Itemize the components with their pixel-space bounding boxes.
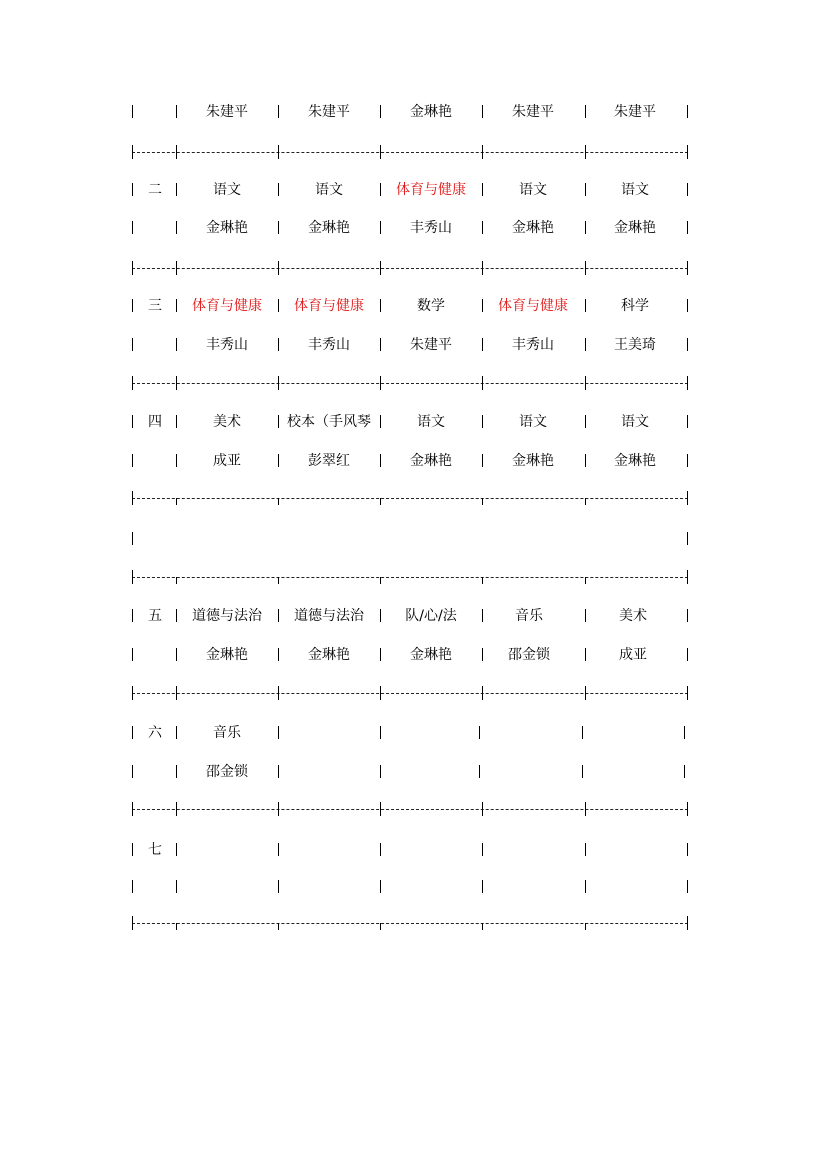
row-separator: [132, 376, 688, 390]
separator-tick: [380, 577, 381, 584]
table-border: [132, 183, 133, 196]
table-border: [278, 880, 279, 893]
table-border: [176, 299, 177, 312]
table-border: [278, 299, 279, 312]
table-border: [687, 183, 688, 196]
separator-tick: [380, 802, 381, 816]
day-cell: [136, 102, 174, 122]
separator-tick: [585, 923, 586, 930]
separator-tick: [482, 686, 483, 700]
subject-cell: [280, 723, 378, 743]
table-border: [278, 609, 279, 622]
teacher-cell: [280, 877, 378, 897]
separator-tick: [585, 261, 586, 275]
table-border: [176, 105, 177, 118]
separator-tick: [687, 686, 688, 700]
table-border: [176, 221, 177, 234]
separator-tick: [687, 376, 688, 390]
teacher-cell: [382, 877, 480, 897]
subject-cell: 音乐: [515, 608, 543, 624]
table-border: [132, 105, 133, 118]
subject-cell: [484, 840, 582, 860]
table-row: [0, 335, 827, 355]
table-border: [585, 454, 586, 467]
teacher-cell: 金琳艳: [410, 104, 452, 120]
separator-tick: [585, 802, 586, 816]
table-border: [585, 105, 586, 118]
subject-cell: 道德与法治: [294, 608, 364, 624]
separator-line: [132, 383, 688, 384]
separator-tick: [687, 145, 688, 159]
table-border: [687, 843, 688, 856]
table-border: [585, 338, 586, 351]
table-row: [0, 606, 827, 626]
table-row: [0, 102, 827, 122]
table-border: [380, 726, 381, 739]
separator-line: [132, 809, 688, 810]
table-border: [278, 221, 279, 234]
table-border: [687, 221, 688, 234]
teacher-cell: 成亚: [213, 453, 241, 469]
subject-cell: 校本（手风琴: [287, 414, 371, 430]
separator-tick: [278, 145, 279, 159]
teacher-cell: 金琳艳: [410, 453, 452, 469]
teacher-cell: 金琳艳: [614, 453, 656, 469]
separator-tick: [482, 577, 483, 584]
table-border: [176, 880, 177, 893]
table-border: [176, 415, 177, 428]
table-border: [132, 415, 133, 428]
subject-cell: [280, 840, 378, 860]
table-border: [278, 415, 279, 428]
separator-line: [132, 498, 688, 499]
table-row: [0, 180, 827, 200]
table-border: [380, 105, 381, 118]
teacher-cell: [586, 877, 684, 897]
separator-tick: [482, 376, 483, 390]
separator-tick: [278, 577, 279, 584]
row-separator: [132, 261, 688, 275]
day-cell: 二: [148, 182, 162, 198]
table-border: [132, 299, 133, 312]
table-border: [482, 454, 483, 467]
table-border: [687, 532, 688, 545]
day-cell: 四: [148, 414, 162, 430]
table-border: [585, 648, 586, 661]
table-border: [132, 648, 133, 661]
table-border: [176, 726, 177, 739]
teacher-cell: 金琳艳: [512, 453, 554, 469]
separator-tick: [482, 498, 483, 505]
teacher-cell: 邵金锁: [508, 647, 550, 663]
subject-cell: 体育与健康: [294, 298, 364, 314]
teacher-cell: 金琳艳: [206, 220, 248, 236]
day-cell: 三: [148, 298, 162, 314]
subject-cell: [484, 723, 582, 743]
table-border: [585, 880, 586, 893]
table-row: [0, 296, 827, 316]
separator-tick: [482, 923, 483, 930]
table-border: [132, 532, 133, 545]
table-border: [278, 454, 279, 467]
separator-tick: [176, 145, 177, 159]
separator-tick: [380, 498, 381, 505]
teacher-cell: [280, 762, 378, 782]
separator-tick: [585, 577, 586, 584]
subject-cell: [586, 840, 684, 860]
subject-cell: [382, 723, 480, 743]
table-border: [278, 183, 279, 196]
table-border: [684, 765, 685, 778]
table-border: [482, 843, 483, 856]
subject-cell: 美术: [619, 608, 647, 624]
separator-line: [132, 577, 688, 578]
table-border: [380, 183, 381, 196]
separator-tick: [380, 261, 381, 275]
teacher-cell: 丰秀山: [410, 220, 452, 236]
table-border: [482, 338, 483, 351]
teacher-cell: 朱建平: [410, 337, 452, 353]
table-border: [582, 765, 583, 778]
table-row: [0, 218, 827, 238]
table-row: [0, 645, 827, 665]
separator-line: [132, 152, 688, 153]
separator-tick: [132, 570, 133, 584]
separator-tick: [687, 491, 688, 505]
separator-tick: [482, 802, 483, 816]
table-border: [176, 843, 177, 856]
day-cell: [136, 218, 174, 238]
table-border: [132, 338, 133, 351]
separator-tick: [278, 802, 279, 816]
table-border: [482, 183, 483, 196]
teacher-cell: 成亚: [619, 647, 647, 663]
separator-tick: [687, 261, 688, 275]
separator-tick: [176, 686, 177, 700]
separator-tick: [585, 145, 586, 159]
separator-tick: [278, 923, 279, 930]
day-cell: 五: [148, 608, 162, 624]
table-border: [687, 880, 688, 893]
table-border: [380, 609, 381, 622]
table-border: [482, 221, 483, 234]
table-border: [479, 765, 480, 778]
separator-tick: [278, 261, 279, 275]
separator-tick: [176, 802, 177, 816]
teacher-cell: [484, 877, 582, 897]
table-border: [585, 221, 586, 234]
table-border: [278, 726, 279, 739]
table-border: [132, 454, 133, 467]
teacher-cell: 金琳艳: [206, 647, 248, 663]
separator-tick: [687, 802, 688, 816]
row-separator: [132, 570, 688, 584]
day-cell: 六: [148, 725, 162, 741]
subject-cell: 语文: [519, 182, 547, 198]
table-border: [278, 648, 279, 661]
teacher-cell: 金琳艳: [410, 647, 452, 663]
teacher-cell: 朱建平: [614, 104, 656, 120]
table-border: [380, 221, 381, 234]
teacher-cell: 金琳艳: [308, 220, 350, 236]
table-border: [132, 843, 133, 856]
separator-line: [132, 923, 688, 924]
teacher-cell: 彭翠红: [308, 453, 350, 469]
table-border: [687, 299, 688, 312]
separator-tick: [585, 498, 586, 505]
subject-cell: [382, 840, 480, 860]
teacher-cell: 丰秀山: [512, 337, 554, 353]
day-cell: [136, 451, 174, 471]
teacher-cell: [178, 877, 276, 897]
separator-tick: [176, 577, 177, 584]
teacher-cell: 丰秀山: [206, 337, 248, 353]
table-border: [176, 609, 177, 622]
table-row: [0, 723, 827, 743]
table-border: [380, 880, 381, 893]
table-border: [482, 415, 483, 428]
table-border: [684, 726, 685, 739]
separator-tick: [380, 376, 381, 390]
table-border: [278, 338, 279, 351]
table-border: [687, 609, 688, 622]
table-border: [687, 105, 688, 118]
teacher-cell: 朱建平: [512, 104, 554, 120]
table-border: [380, 299, 381, 312]
table-border: [479, 726, 480, 739]
separator-tick: [482, 261, 483, 275]
row-separator: [132, 145, 688, 159]
row-separator: [132, 802, 688, 816]
teacher-cell: [586, 762, 684, 782]
teacher-cell: 金琳艳: [512, 220, 554, 236]
subject-cell: 数学: [417, 298, 445, 314]
separator-tick: [132, 686, 133, 700]
table-border: [687, 648, 688, 661]
teacher-cell: [382, 762, 480, 782]
separator-tick: [132, 376, 133, 390]
table-border: [176, 338, 177, 351]
separator-tick: [176, 261, 177, 275]
table-border: [380, 765, 381, 778]
separator-tick: [176, 376, 177, 390]
subject-cell: 语文: [519, 414, 547, 430]
subject-cell: 语文: [621, 414, 649, 430]
table-border: [176, 454, 177, 467]
table-border: [132, 609, 133, 622]
day-cell: [136, 877, 174, 897]
table-border: [585, 183, 586, 196]
separator-tick: [687, 570, 688, 584]
teacher-cell: 朱建平: [308, 104, 350, 120]
day-cell: [136, 645, 174, 665]
separator-tick: [278, 376, 279, 390]
table-border: [380, 454, 381, 467]
table-border: [132, 880, 133, 893]
table-row: [0, 840, 827, 860]
teacher-cell: 丰秀山: [308, 337, 350, 353]
table-row: [0, 412, 827, 432]
separator-tick: [176, 923, 177, 930]
teacher-cell: 金琳艳: [308, 647, 350, 663]
subject-cell: 道德与法治: [192, 608, 262, 624]
table-border: [585, 299, 586, 312]
row-separator: [132, 491, 688, 505]
separator-tick: [380, 145, 381, 159]
separator-tick: [380, 923, 381, 930]
table-border: [176, 183, 177, 196]
table-border: [585, 843, 586, 856]
table-border: [687, 415, 688, 428]
separator-tick: [585, 686, 586, 700]
subject-cell: 语文: [621, 182, 649, 198]
subject-cell: 语文: [417, 414, 445, 430]
subject-cell: 队/心/法: [405, 608, 457, 624]
separator-line: [132, 693, 688, 694]
table-border: [482, 299, 483, 312]
subject-cell: [586, 723, 684, 743]
subject-cell: 体育与健康: [498, 298, 568, 314]
teacher-cell: 王美琦: [614, 337, 656, 353]
subject-cell: [178, 840, 276, 860]
separator-line: [132, 268, 688, 269]
separator-tick: [176, 498, 177, 505]
table-border: [278, 105, 279, 118]
day-cell: [136, 335, 174, 355]
subject-cell: 科学: [621, 298, 649, 314]
subject-cell: 音乐: [213, 725, 241, 741]
table-border: [482, 880, 483, 893]
separator-tick: [132, 491, 133, 505]
day-cell: 七: [148, 842, 162, 858]
day-cell: [136, 762, 174, 782]
subject-cell: 体育与健康: [192, 298, 262, 314]
subject-cell: 语文: [213, 182, 241, 198]
separator-tick: [482, 145, 483, 159]
teacher-cell: [484, 762, 582, 782]
table-border: [132, 221, 133, 234]
subject-cell: 语文: [315, 182, 343, 198]
table-row: [0, 762, 827, 782]
table-border: [380, 843, 381, 856]
table-row: [0, 451, 827, 471]
teacher-cell: 金琳艳: [614, 220, 656, 236]
table-border: [482, 105, 483, 118]
table-border: [278, 765, 279, 778]
separator-tick: [132, 261, 133, 275]
table-border: [582, 726, 583, 739]
row-separator: [132, 686, 688, 700]
table-border: [482, 609, 483, 622]
table-border: [176, 648, 177, 661]
teacher-cell: 邵金锁: [206, 764, 248, 780]
separator-tick: [278, 686, 279, 700]
table-border: [482, 648, 483, 661]
separator-tick: [132, 145, 133, 159]
table-border: [278, 843, 279, 856]
separator-tick: [132, 916, 133, 930]
blank-table-row: [132, 530, 688, 546]
table-border: [132, 765, 133, 778]
table-border: [585, 415, 586, 428]
table-row: [0, 877, 827, 897]
table-border: [380, 338, 381, 351]
table-border: [380, 648, 381, 661]
table-border: [176, 765, 177, 778]
separator-tick: [132, 802, 133, 816]
separator-tick: [687, 916, 688, 930]
table-border: [687, 454, 688, 467]
subject-cell: 体育与健康: [396, 182, 466, 198]
subject-cell: 美术: [213, 414, 241, 430]
row-separator: [132, 916, 688, 930]
table-border: [585, 609, 586, 622]
table-border: [380, 415, 381, 428]
separator-tick: [585, 376, 586, 390]
separator-tick: [278, 498, 279, 505]
table-border: [132, 726, 133, 739]
table-border: [687, 338, 688, 351]
teacher-cell: 朱建平: [206, 104, 248, 120]
separator-tick: [380, 686, 381, 700]
